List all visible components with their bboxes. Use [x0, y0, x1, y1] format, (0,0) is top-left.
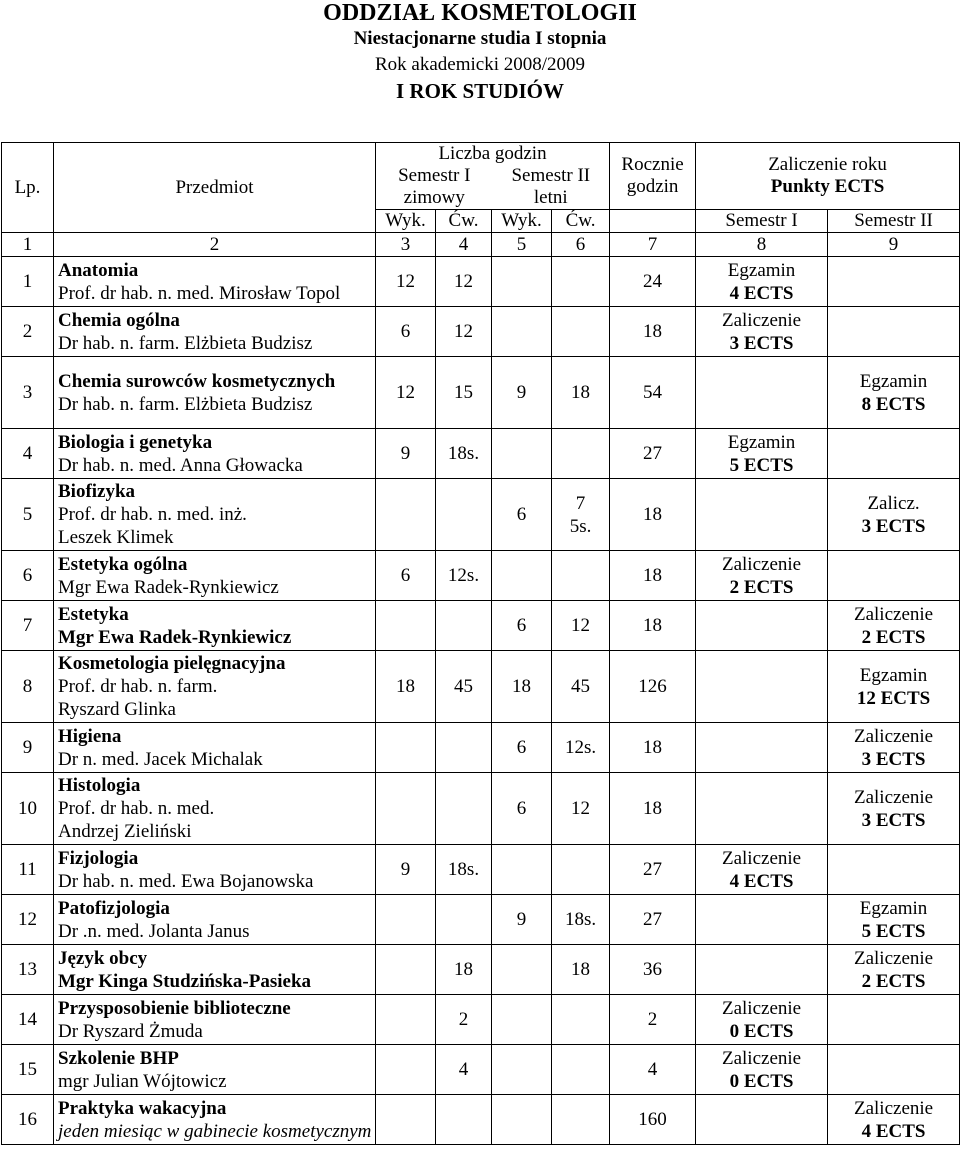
subject-lecturer: Andrzej Zieliński [58, 821, 192, 842]
credit-type: Zaliczenie [853, 725, 934, 747]
credit-type: Zaliczenie [721, 1047, 802, 1069]
credit-sem2 [828, 895, 960, 945]
credit-type: Zaliczenie [721, 847, 802, 869]
subject-cell [54, 995, 376, 1045]
row-number: 7 [2, 601, 54, 651]
subject-cell [54, 773, 376, 845]
column-number-row [2, 233, 960, 257]
subject-name: Przysposobienie biblioteczne [58, 997, 291, 1019]
subject-name: Język obcy [58, 947, 148, 969]
exercise-hours-sem2: 18 [552, 945, 610, 995]
exercise-hours-sem1: 18s. [436, 429, 492, 479]
column-number: 4 [436, 233, 492, 257]
lecture-hours-sem2 [492, 945, 552, 995]
table-row [2, 995, 960, 1045]
exercise-hours-sem1 [436, 479, 492, 551]
subject-name: Anatomia [58, 259, 139, 281]
document-header [0, 0, 960, 142]
subject-name: Estetyka ogólna [58, 553, 188, 575]
credit-sem2 [828, 357, 960, 429]
subject-lecturer: Dr .n. med. Jolanta Janus [58, 920, 250, 942]
row-number: 9 [2, 723, 54, 773]
row-number: 15 [2, 1045, 54, 1095]
lecture-hours-sem2: 6 [492, 479, 552, 551]
credit-type: Zalicz. [867, 492, 920, 514]
subject-cell [54, 1045, 376, 1095]
lecture-hours-sem1: 18 [376, 651, 436, 723]
subject-name: Biologia i genetyka [58, 431, 213, 453]
exercise-hours-sem1: 2 [436, 995, 492, 1045]
lecture-hours-sem1: 12 [376, 357, 436, 429]
subject-cell [54, 601, 376, 651]
credit-sem1 [696, 601, 828, 651]
subject-cell [54, 479, 376, 551]
table-row [2, 651, 960, 723]
row-number: 16 [2, 1095, 54, 1145]
ects-points: 2 ECTS [861, 626, 926, 648]
subject-name: Szkolenie BHP [58, 1047, 179, 1069]
lecture-hours-sem1 [376, 1095, 436, 1145]
subject-name: Histologia [58, 775, 141, 796]
column-number: 9 [828, 233, 960, 257]
credit-sem1 [696, 307, 828, 357]
lecture-hours-sem2: 18 [492, 651, 552, 723]
lecture-hours-sem1: 9 [376, 429, 436, 479]
total-hours-header: Rocznie godzin [610, 143, 696, 210]
subject-name: Praktyka wakacyjna [58, 1097, 227, 1119]
subject-cell [54, 895, 376, 945]
table-row [2, 1095, 960, 1145]
cw-sem2: Ćw. [552, 210, 610, 233]
lecture-hours-sem2 [492, 1045, 552, 1095]
row-number: 10 [2, 773, 54, 845]
lecture-hours-sem2 [492, 257, 552, 307]
subject-cell [54, 845, 376, 895]
subject-name: Patofizjologia [58, 897, 170, 919]
ects-points: 0 ECTS [729, 1070, 794, 1092]
page-title: ODDZIAŁ KOSMETOLOGII [323, 0, 637, 26]
lecture-hours-sem2: 9 [492, 895, 552, 945]
credit-sem2 [828, 945, 960, 995]
exercise-hours-sem2 [552, 1045, 610, 1095]
ects-points: 3 ECTS [861, 515, 926, 537]
subject-cell [54, 357, 376, 429]
table-row [2, 601, 960, 651]
credit-sem2 [828, 773, 960, 845]
lecture-hours-sem2: 9 [492, 357, 552, 429]
credit-sem1 [696, 479, 828, 551]
exercise-hours-sem1 [436, 1095, 492, 1145]
credit-type: Zaliczenie [853, 947, 934, 969]
row-number: 14 [2, 995, 54, 1045]
credit-sem1 [696, 257, 828, 307]
subject-lecturer: jeden miesiąc w gabinecie kosmetycznym [58, 1120, 372, 1142]
credit-sem1 [696, 945, 828, 995]
credit-sem2 [828, 307, 960, 357]
study-type: Niestacjonarne studia I stopnia [353, 28, 607, 49]
subject-lecturer: Dr hab. n. med. Anna Głowacka [58, 454, 303, 476]
lecture-hours-sem1 [376, 723, 436, 773]
credit-sem1 [696, 995, 828, 1045]
table-row [2, 723, 960, 773]
credit-sem2 [828, 723, 960, 773]
lecture-hours-sem1 [376, 1045, 436, 1095]
subject-name: Kosmetologia pielęgnacyjna [58, 653, 286, 674]
lecture-hours-sem1: 6 [376, 551, 436, 601]
total-hours: 126 [610, 651, 696, 723]
curriculum-table [1, 142, 960, 1145]
credit-type: Zaliczenie [721, 997, 802, 1019]
credit-sem2 [828, 1045, 960, 1095]
credit-type: Zaliczenie [853, 786, 934, 808]
row-number: 4 [2, 429, 54, 479]
credit-sem2 [828, 551, 960, 601]
exercise-hours-sem2 [552, 995, 610, 1045]
column-number: 3 [376, 233, 436, 257]
lecture-hours-sem2 [492, 1095, 552, 1145]
credit-sem2 [828, 257, 960, 307]
exercise-hours-sem1 [436, 601, 492, 651]
ects-points: 3 ECTS [861, 809, 926, 831]
credit-type: Egzamin [859, 897, 928, 919]
exercise-hours-sem2: 18s. [552, 895, 610, 945]
row-number: 6 [2, 551, 54, 601]
credit-type: Zaliczenie [721, 553, 802, 575]
credit-sem1 [696, 551, 828, 601]
table-row [2, 479, 960, 551]
ects-points: 3 ECTS [861, 748, 926, 770]
exercise-hours-sem1 [436, 895, 492, 945]
lecture-hours-sem1 [376, 895, 436, 945]
exercise-hours-sem1: 45 [436, 651, 492, 723]
ects-points: 4 ECTS [729, 282, 794, 304]
credit-sem2 [828, 429, 960, 479]
exercise-hours-sem2 [552, 551, 610, 601]
exercise-hours-sem2: 45 [552, 651, 610, 723]
credit-sem2 [828, 601, 960, 651]
total-hours: 18 [610, 479, 696, 551]
table-row [2, 357, 960, 429]
subject-cell [54, 307, 376, 357]
subject-cell [54, 1095, 376, 1145]
credit-sem2: Semestr II [828, 210, 960, 233]
subject-lecturer: Prof. dr hab. n. farm. [58, 676, 218, 697]
subject-name: Chemia ogólna [58, 309, 180, 331]
credit-type: Egzamin [859, 370, 928, 392]
ects-points: 8 ECTS [861, 393, 926, 415]
lecture-hours-sem2: 6 [492, 601, 552, 651]
credit-sem1 [696, 773, 828, 845]
subject-lecturer: Dr hab. n. med. Ewa Bojanowska [58, 870, 314, 892]
total-hours: 2 [610, 995, 696, 1045]
table-row [2, 307, 960, 357]
credit-sem2 [828, 995, 960, 1045]
column-number: 5 [492, 233, 552, 257]
exercise-hours-sem1 [436, 773, 492, 845]
exercise-hours-sem1 [436, 723, 492, 773]
table-row [2, 945, 960, 995]
ects-points: 0 ECTS [729, 1020, 794, 1042]
table-row [2, 551, 960, 601]
cw-sem1: Ćw. [436, 210, 492, 233]
exercise-hours-sem2: 12 [552, 601, 610, 651]
exercise-hours-sem2: 18 [552, 357, 610, 429]
credit-sem1 [696, 651, 828, 723]
lecture-hours-sem1: 6 [376, 307, 436, 357]
ects-points: 5 ECTS [729, 454, 794, 476]
total-hours: 18 [610, 551, 696, 601]
total-hours: 24 [610, 257, 696, 307]
ects-points: 4 ECTS [861, 1120, 926, 1142]
lecture-hours-sem1 [376, 773, 436, 845]
exercise-hours-sem1: 18 [436, 945, 492, 995]
credit-sem1 [696, 429, 828, 479]
column-number: 7 [610, 233, 696, 257]
credit-header: Zaliczenie roku Punkty ECTS [696, 143, 960, 210]
total-hours: 27 [610, 845, 696, 895]
academic-year: Rok akademicki 2008/2009 [374, 54, 586, 75]
exercise-hours-sem2: 7 5s. [552, 479, 610, 551]
exercise-hours-sem2 [552, 1095, 610, 1145]
table-row [2, 1045, 960, 1095]
table-row [2, 895, 960, 945]
credit-sem2 [828, 479, 960, 551]
table-row [2, 429, 960, 479]
exercise-hours-sem1: 18s. [436, 845, 492, 895]
ects-points: 4 ECTS [729, 870, 794, 892]
lecture-hours-sem2: 6 [492, 773, 552, 845]
credit-sem1 [696, 845, 828, 895]
subject-name: Estetyka [58, 603, 129, 625]
exercise-hours-sem1: 12 [436, 307, 492, 357]
lecture-hours-sem1 [376, 945, 436, 995]
credit-sem1 [696, 357, 828, 429]
credit-sem1: Semestr I [696, 210, 828, 233]
wyk-sem1: Wyk. [376, 210, 436, 233]
exercise-hours-sem2 [552, 257, 610, 307]
col-lp-header: Lp. [2, 143, 54, 233]
total-hours: 18 [610, 601, 696, 651]
header-row-1 [2, 143, 960, 210]
row-number: 13 [2, 945, 54, 995]
subject-lecturer: Mgr Ewa Radek-Rynkiewicz [58, 626, 292, 648]
credit-sem2 [828, 651, 960, 723]
row-number: 5 [2, 479, 54, 551]
ects-points: 2 ECTS [861, 970, 926, 992]
table-row [2, 773, 960, 845]
lecture-hours-sem1: 12 [376, 257, 436, 307]
exercise-hours-sem1: 15 [436, 357, 492, 429]
exercise-hours-sem2 [552, 429, 610, 479]
subject-name: Fizjologia [58, 847, 139, 869]
study-year: I ROK STUDIÓW [395, 79, 565, 103]
exercise-hours-sem1: 12s. [436, 551, 492, 601]
credit-type: Zaliczenie [853, 603, 934, 625]
total-hours: 18 [610, 723, 696, 773]
row-number: 2 [2, 307, 54, 357]
lecture-hours-sem1 [376, 479, 436, 551]
column-number: 8 [696, 233, 828, 257]
credit-sem1 [696, 1045, 828, 1095]
lecture-hours-sem2 [492, 551, 552, 601]
row-number: 11 [2, 845, 54, 895]
total-hours: 54 [610, 357, 696, 429]
credit-type: Egzamin [727, 431, 796, 453]
lecture-hours-sem1 [376, 601, 436, 651]
credit-type: Egzamin [859, 664, 928, 686]
column-number: 6 [552, 233, 610, 257]
subject-lecturer: Mgr Ewa Radek-Rynkiewicz [58, 576, 279, 598]
subject-lecturer: Prof. dr hab. n. med. Mirosław Topol [58, 282, 341, 304]
subject-lecturer: Prof. dr hab. n. med. inż. [58, 504, 247, 525]
subject-cell [54, 723, 376, 773]
credit-sem1 [696, 723, 828, 773]
subject-lecturer: Dr n. med. Jacek Michalak [58, 748, 263, 770]
total-hours: 27 [610, 429, 696, 479]
row-number: 12 [2, 895, 54, 945]
column-number: 1 [2, 233, 54, 257]
hours-header: Liczba godzin Semestr I zimowy Semestr II letni [376, 143, 610, 210]
credit-sem2 [828, 845, 960, 895]
total-hours: 18 [610, 773, 696, 845]
credit-type: Zaliczenie [721, 309, 802, 331]
credit-sem2 [828, 1095, 960, 1145]
credit-sem1 [696, 895, 828, 945]
exercise-hours-sem2: 12s. [552, 723, 610, 773]
subject-lecturer: Leszek Klimek [58, 527, 174, 548]
row-number: 1 [2, 257, 54, 307]
total-hours: 18 [610, 307, 696, 357]
subject-cell [54, 257, 376, 307]
ects-points: 5 ECTS [861, 920, 926, 942]
subject-name: Chemia surowców kosmetycznych [58, 370, 336, 392]
lecture-hours-sem2 [492, 307, 552, 357]
subject-name: Biofizyka [58, 481, 136, 502]
ects-points: 2 ECTS [729, 576, 794, 598]
exercise-hours-sem1: 4 [436, 1045, 492, 1095]
row-number: 3 [2, 357, 54, 429]
lecture-hours-sem2: 6 [492, 723, 552, 773]
subject-cell [54, 551, 376, 601]
total-hours: 160 [610, 1095, 696, 1145]
subject-lecturer: mgr Julian Wójtowicz [58, 1070, 227, 1092]
subject-cell [54, 429, 376, 479]
subject-cell [54, 651, 376, 723]
ects-points: 12 ECTS [856, 687, 931, 709]
column-number: 2 [54, 233, 376, 257]
lecture-hours-sem1: 9 [376, 845, 436, 895]
lecture-hours-sem2 [492, 995, 552, 1045]
subject-lecturer: Dr hab. n. farm. Elżbieta Budzisz [58, 332, 313, 354]
subject-cell [54, 945, 376, 995]
subject-lecturer: Ryszard Glinka [58, 699, 176, 720]
credit-sem1 [696, 1095, 828, 1145]
table-row [2, 257, 960, 307]
subject-lecturer: Mgr Kinga Studzińska-Pasieka [58, 970, 312, 992]
col-subject-header: Przedmiot [54, 143, 376, 233]
subject-lecturer: Dr Ryszard Żmuda [58, 1020, 203, 1042]
subject-name: Higiena [58, 725, 122, 747]
total-hours: 4 [610, 1045, 696, 1095]
table-row [2, 845, 960, 895]
wyk-sem2: Wyk. [492, 210, 552, 233]
ects-points: 3 ECTS [729, 332, 794, 354]
subject-lecturer: Dr hab. n. farm. Elżbieta Budzisz [58, 393, 313, 415]
total-hours: 36 [610, 945, 696, 995]
exercise-hours-sem2 [552, 307, 610, 357]
exercise-hours-sem2 [552, 845, 610, 895]
total-hours: 27 [610, 895, 696, 945]
row-number: 8 [2, 651, 54, 723]
lecture-hours-sem2 [492, 429, 552, 479]
credit-type: Egzamin [727, 259, 796, 281]
lecture-hours-sem1 [376, 995, 436, 1045]
credit-type: Zaliczenie [853, 1097, 934, 1119]
exercise-hours-sem2: 12 [552, 773, 610, 845]
exercise-hours-sem1: 12 [436, 257, 492, 307]
lecture-hours-sem2 [492, 845, 552, 895]
subject-lecturer: Prof. dr hab. n. med. [58, 798, 215, 819]
